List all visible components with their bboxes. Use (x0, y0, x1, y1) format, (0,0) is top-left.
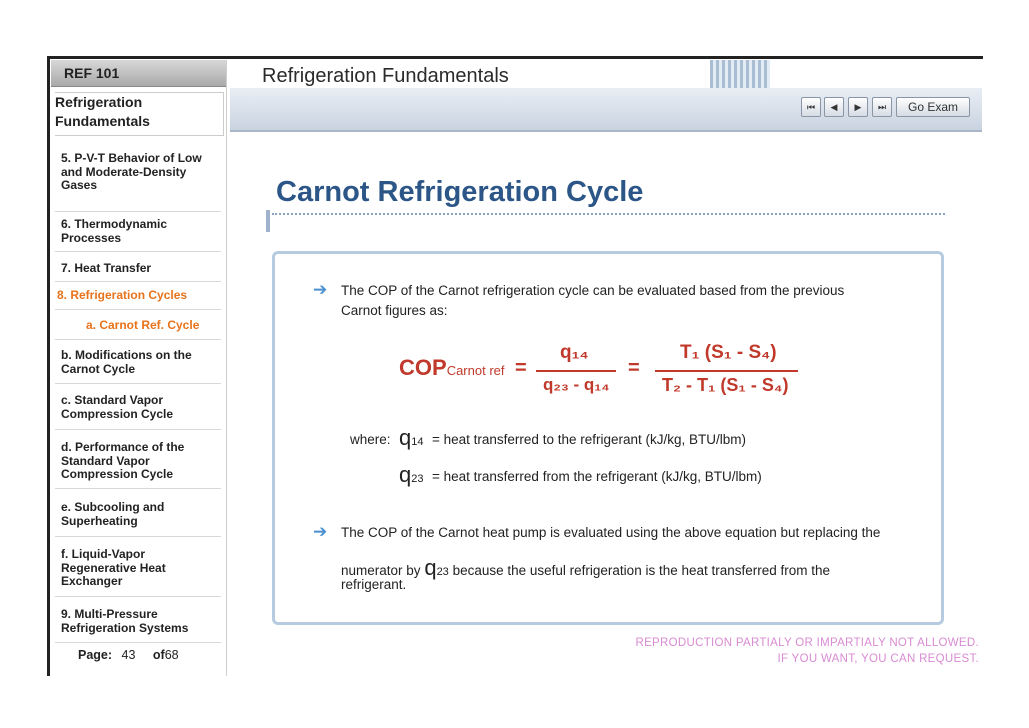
q23-inline-subscript: 23 (436, 566, 449, 578)
fraction-2-bar (655, 370, 798, 372)
page-title: Refrigeration Fundamentals (262, 65, 509, 87)
paragraph-1-line-2: Carnot figures as: (341, 303, 448, 318)
divider (55, 642, 221, 643)
divider (55, 536, 221, 537)
fraction-1-numerator: q₁₄ (560, 342, 589, 363)
next-page-button[interactable]: ▶ (848, 97, 868, 117)
total-pages: 68 (164, 648, 179, 662)
q14-letter: q (399, 425, 412, 450)
q23-subscript: 23 (411, 473, 424, 485)
q23-inline-symbol (424, 555, 449, 580)
sidebar-item-thermodynamic-processes[interactable]: 6. Thermodynamic Processes (61, 217, 168, 245)
divider (55, 488, 221, 489)
divider (55, 309, 221, 310)
page-label: Page: (78, 648, 113, 662)
divider (55, 429, 221, 430)
arrow-bullet-icon: ➔ (313, 280, 328, 299)
sidebar-item-standard-vapor-compression[interactable]: c. Standard Vapor Compression Cycle (61, 393, 174, 421)
sidebar-item-modifications[interactable]: b. Modifications on the Carnot Cycle (61, 348, 192, 376)
paragraph-2-line-3: refrigerant. (341, 577, 407, 592)
fraction-2-numerator: T₁ (S₁ - S₄) (680, 342, 777, 363)
sidebar-item-multi-pressure[interactable]: 9. Multi-Pressure Refrigeration Systems (61, 607, 189, 635)
fraction-1-denominator: q₂₃ - q₁₄ (543, 375, 610, 394)
arrow-bullet-icon: ➔ (313, 522, 328, 541)
first-page-button[interactable]: ⏮ (801, 97, 821, 117)
q14-description: = heat transferred to the refrigerant (kJ/kg, BTU/lbm) (432, 432, 747, 447)
q14-symbol (399, 425, 424, 451)
slide-title: Carnot Refrigeration Cycle (276, 176, 644, 208)
header-decoration (710, 60, 770, 88)
sidebar-item-pvt-behavior[interactable]: 5. P-V-T Behavior of Low and Moderate-Density Gases (61, 151, 202, 192)
sidebar-item-refrigeration-cycles[interactable]: 8. Refrigeration Cycles (57, 288, 188, 302)
q23-inline-letter: q (424, 555, 437, 580)
divider (55, 211, 221, 212)
sidebar-item-heat-transfer[interactable]: 7. Heat Transfer (61, 261, 152, 275)
header-toolbar (230, 88, 982, 132)
left-border (47, 56, 50, 676)
title-accent (266, 210, 270, 232)
previous-page-button[interactable]: ◀ (824, 97, 844, 117)
top-border (47, 56, 983, 59)
title-underline (272, 213, 945, 215)
q23-symbol (399, 462, 424, 488)
equals-sign-2: = (628, 357, 640, 379)
fraction-2-denominator: T₂ - T₁ (S₁ - S₄) (662, 375, 789, 395)
q23-letter: q (399, 462, 412, 487)
sidebar-item-performance[interactable]: d. Performance of the Standard Vapor Compression Cycle (61, 440, 185, 481)
paragraph-2-line-2 (341, 555, 830, 581)
equals-sign-1: = (515, 357, 527, 379)
current-page: 43 (121, 648, 136, 662)
paragraph-1-line-1: The COP of the Carnot refrigeration cycle can be evaluated based from the previous (341, 283, 845, 298)
sidebar-item-carnot-ref-cycle[interactable]: a. Carnot Ref. Cycle (86, 318, 200, 332)
cop-symbol (399, 355, 505, 381)
watermark-line-1: REPRODUCTION PARTIALY OR IMPARTIALY NOT ALLOWED. (635, 637, 979, 649)
cop-subscript: Carnot ref (446, 363, 505, 378)
divider (55, 251, 221, 252)
course-code: REF 101 (64, 65, 120, 81)
divider (55, 596, 221, 597)
course-title: Refrigeration Fundamentals (55, 92, 224, 136)
sidebar-item-subcooling[interactable]: e. Subcooling and Superheating (61, 500, 165, 528)
watermark-line-2: IF YOU WANT, YOU CAN REQUEST. (777, 653, 979, 665)
sidebar-item-liquid-vapor-exchanger[interactable]: f. Liquid-Vapor Regenerative Heat Exchanger (61, 547, 166, 588)
paragraph-2-text-b: because the useful refrigeration is the heat transferred from the (452, 563, 831, 578)
divider (55, 383, 221, 384)
paragraph-2-text-a: numerator by (341, 563, 421, 578)
q23-description: = heat transferred from the refrigerant (kJ/kg, BTU/lbm) (432, 469, 762, 484)
go-exam-button[interactable]: Go Exam (896, 97, 970, 117)
page-indicator (78, 648, 179, 662)
where-label: where: (350, 432, 391, 447)
course-code-bar (51, 60, 226, 87)
paragraph-2-line-1: The COP of the Carnot heat pump is evaluated using the above equation but replacing the (341, 525, 881, 540)
cop-text: COP (399, 355, 447, 380)
fraction-1-bar (536, 370, 616, 372)
divider (55, 281, 221, 282)
sidebar (51, 60, 227, 676)
last-page-button[interactable]: ⏭ (872, 97, 892, 117)
of-label: of (152, 648, 165, 662)
divider (55, 339, 221, 340)
q14-subscript: 14 (411, 436, 424, 448)
